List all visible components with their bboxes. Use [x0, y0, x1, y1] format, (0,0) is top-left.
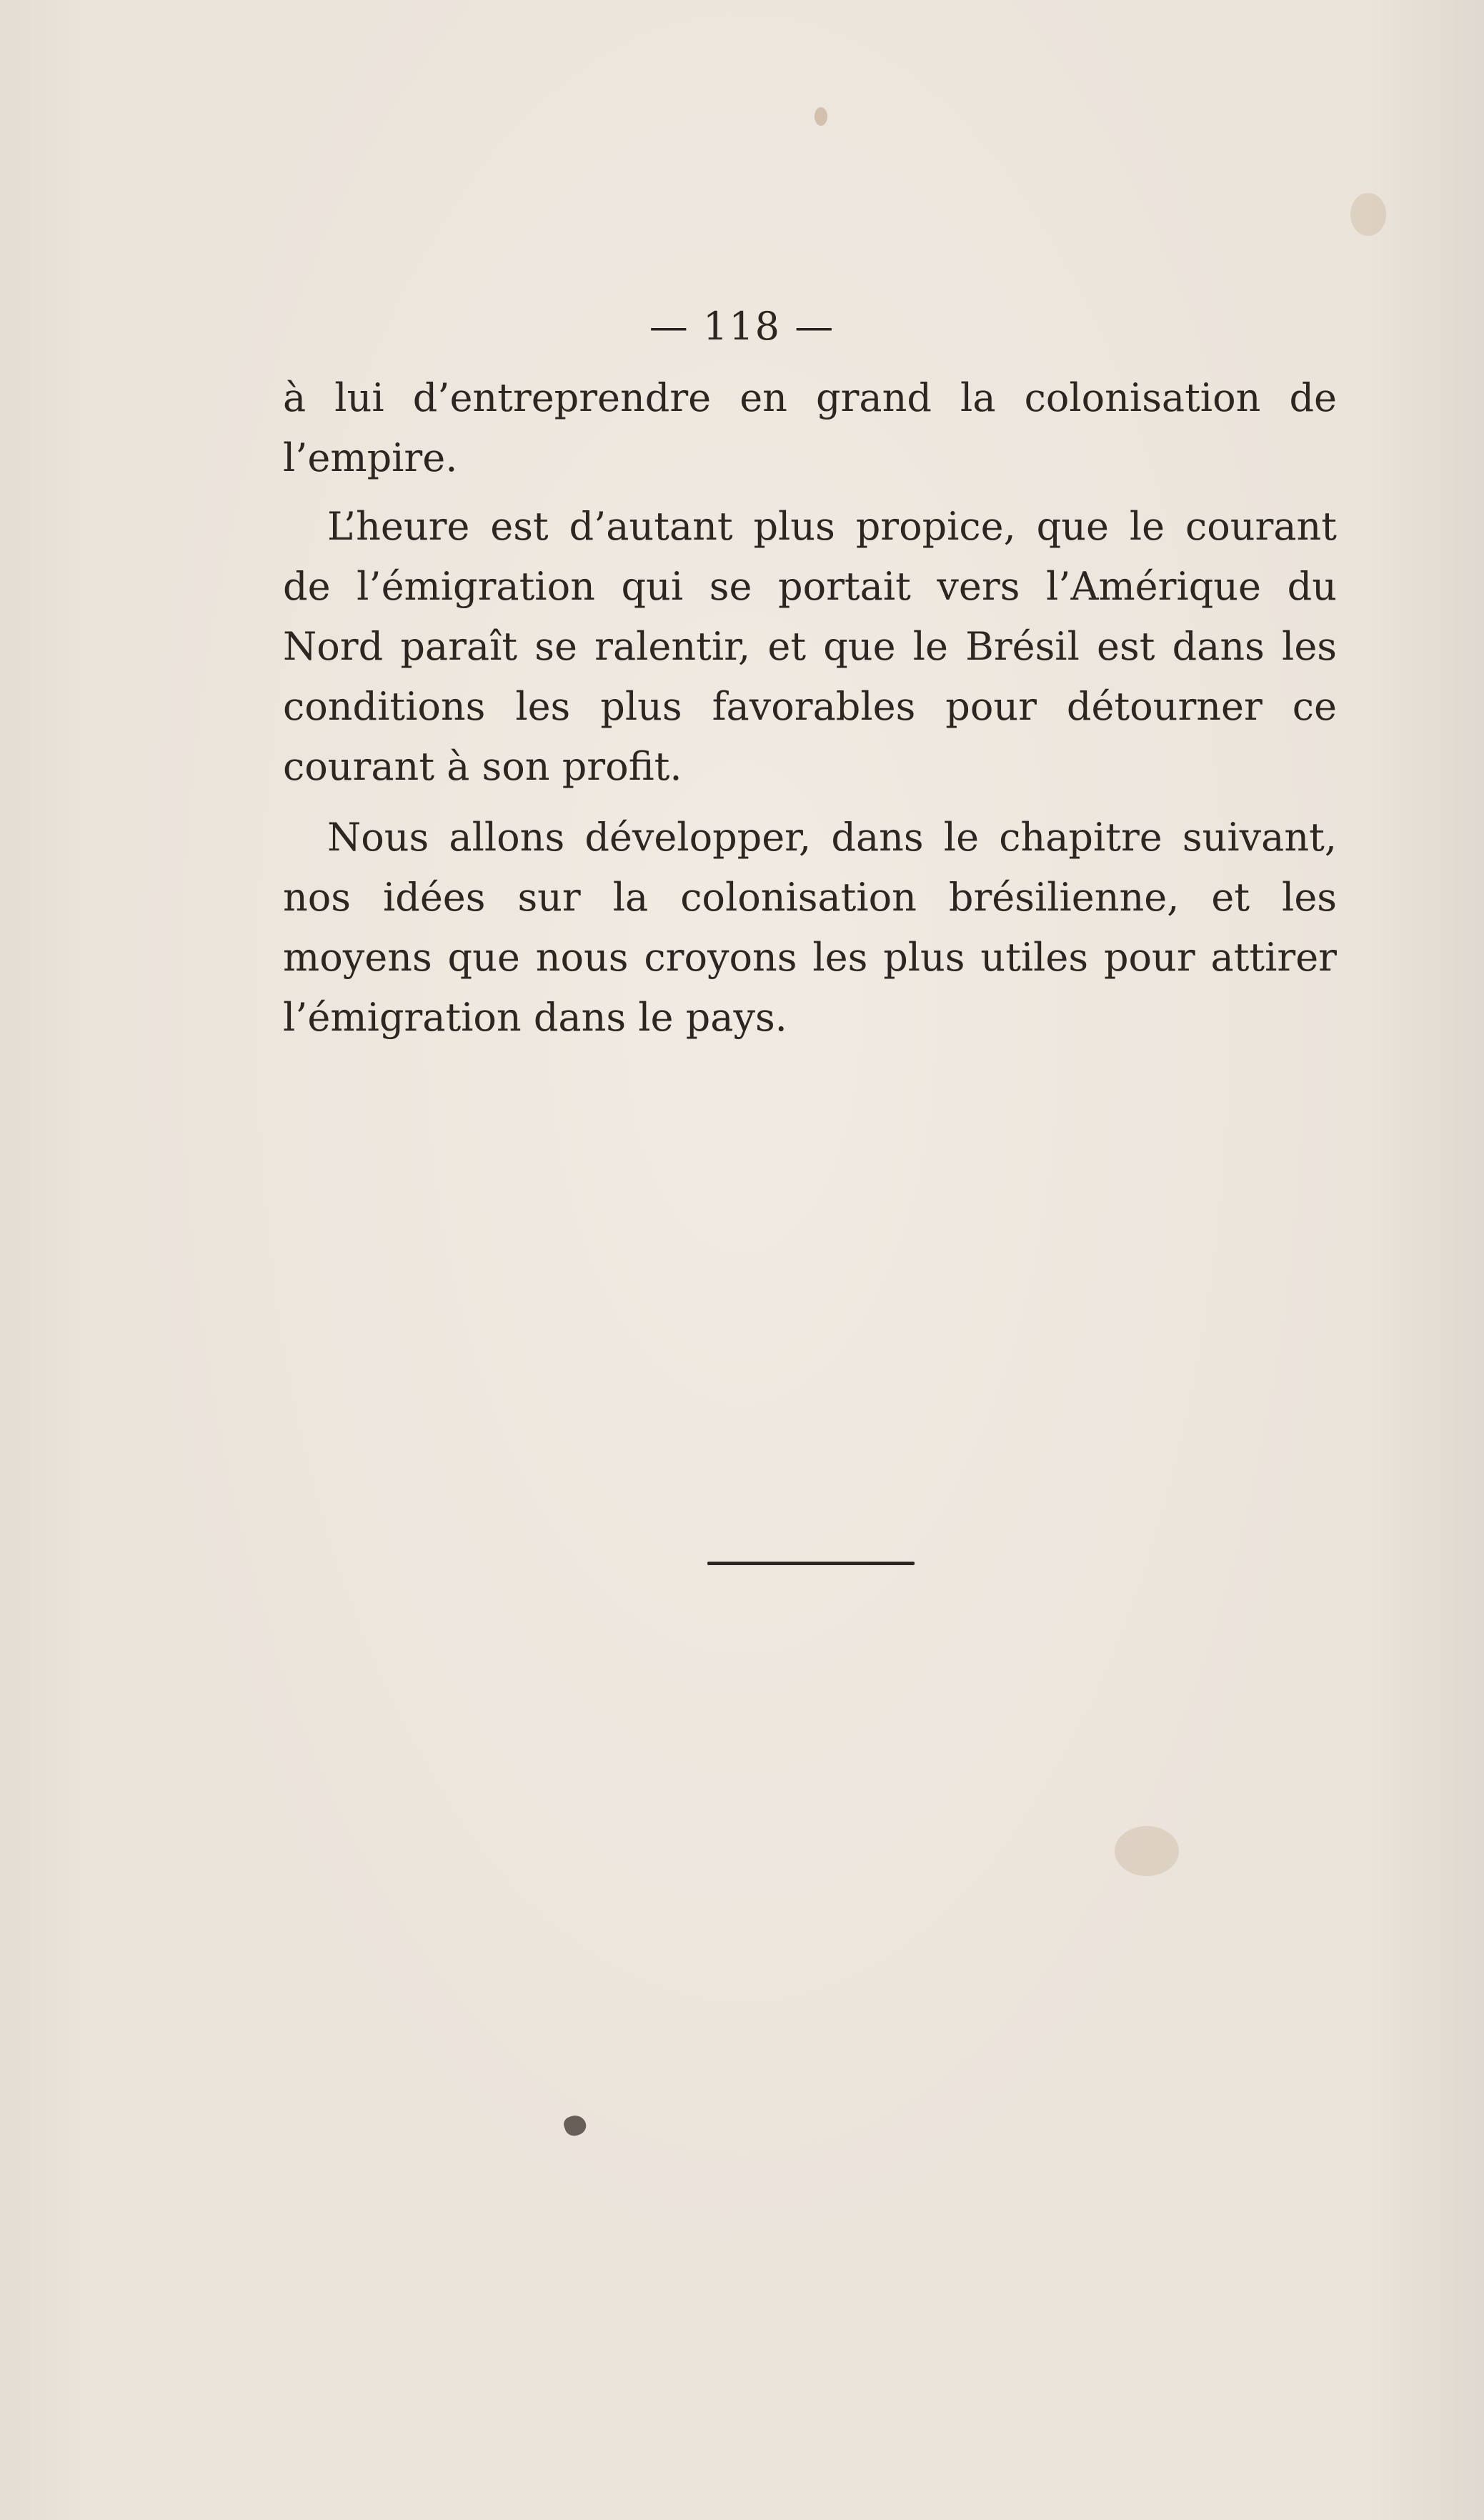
paper-stain [815, 107, 827, 126]
page-number: — 118 — [649, 304, 835, 349]
paragraph: Nous allons développer, dans le chapitre suivant, nos idées sur la colonisation brésilienne, et les moyens que nous croyons les plus utiles pour attirer l’émigration dans le pays. [283, 815, 1337, 1040]
continuation-line: à lui d’entreprendre en grand la colonisation de l’empire. [283, 375, 1337, 480]
paper-stain [1350, 193, 1386, 236]
paper-stain [1115, 1826, 1179, 1876]
paragraph: L’heure est d’autant plus propice, que le courant de l’émigration qui se portait vers l’Amérique du Nord paraît se ralentir, et que le Brésil est dans les conditions les plus favorables pour détourner ce courant à son profit. [283, 504, 1337, 789]
ink-smudge [562, 2113, 589, 2139]
section-end-rule [707, 1562, 915, 1565]
